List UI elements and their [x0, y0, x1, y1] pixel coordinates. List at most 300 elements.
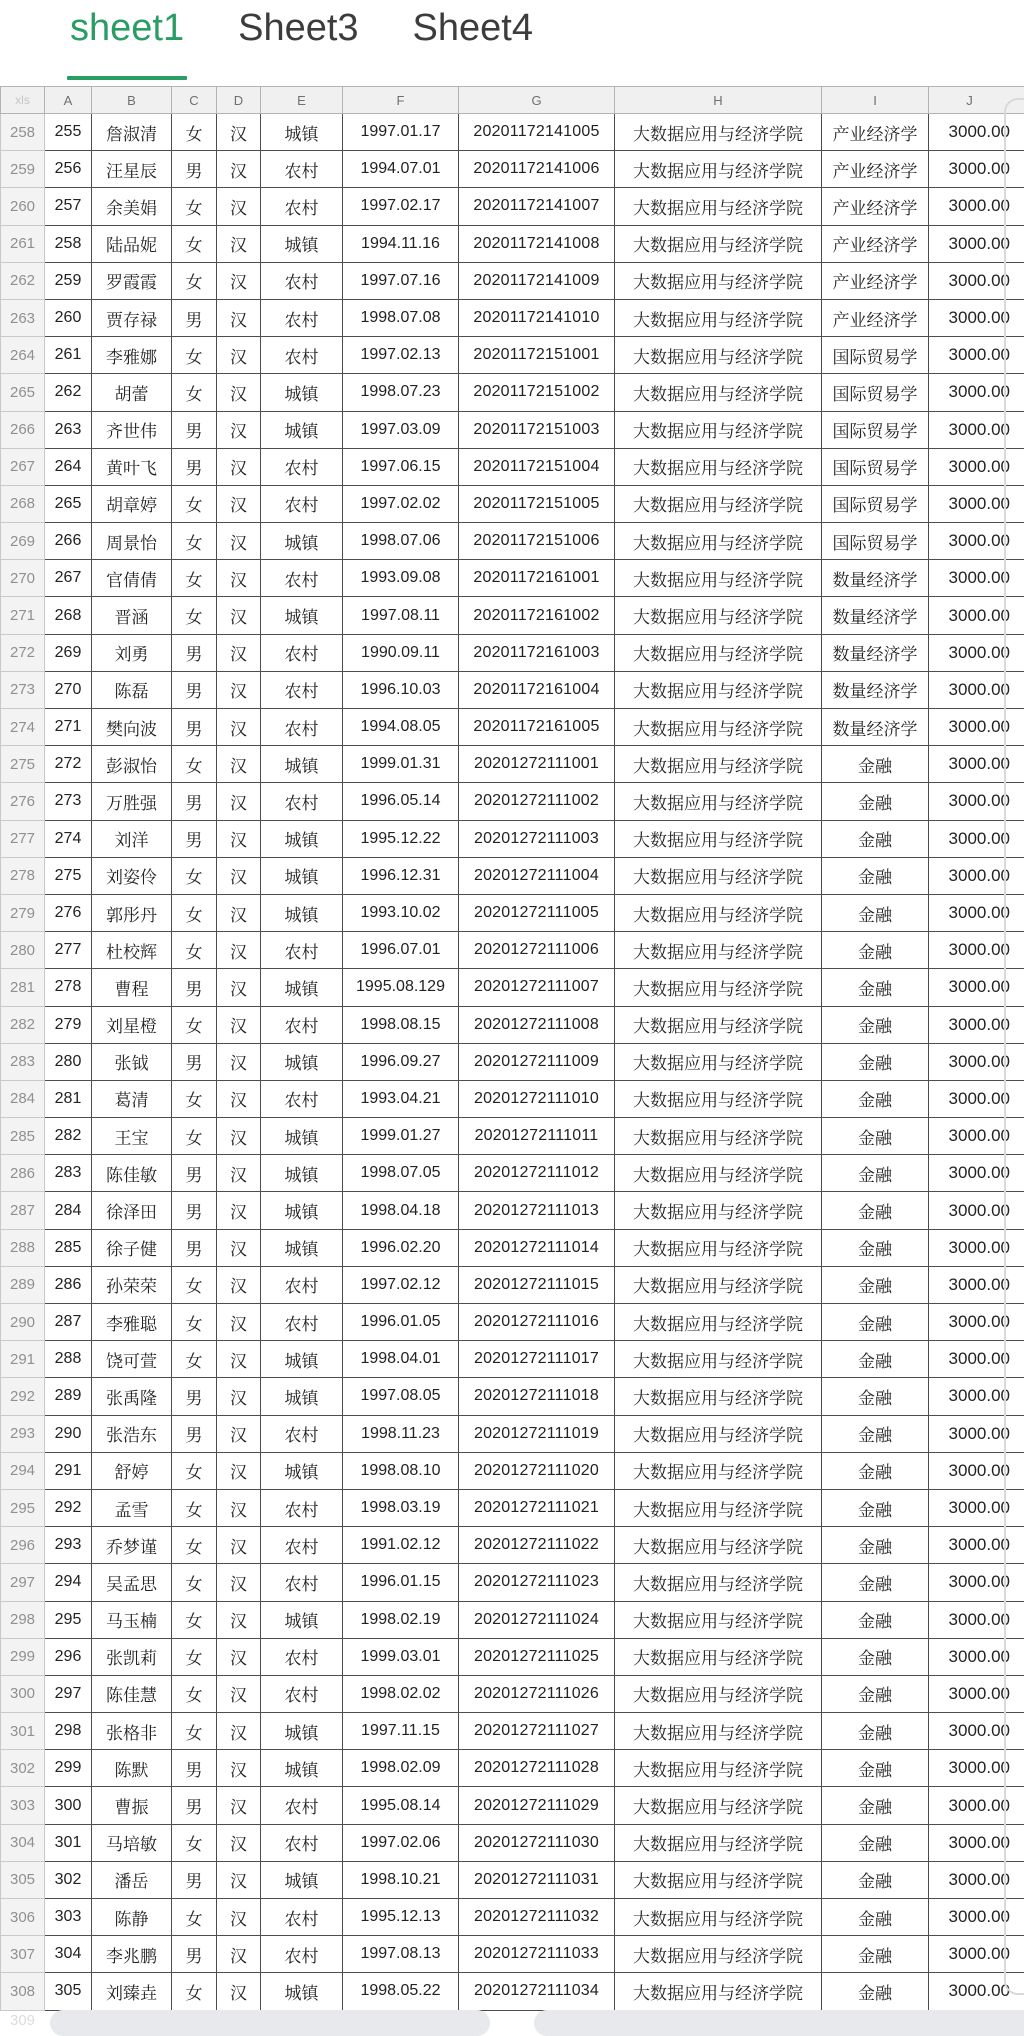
row-header[interactable]: 259 [1, 151, 45, 188]
cell-c303[interactable]: 男 [172, 1787, 217, 1824]
row-header[interactable]: 301 [1, 1713, 45, 1750]
cell-f278[interactable]: 1996.12.31 [343, 857, 459, 894]
cell-f263[interactable]: 1998.07.08 [343, 299, 459, 336]
cell-j292[interactable]: 3000.00 [929, 1378, 1024, 1415]
cell-i283[interactable]: 金融 [822, 1043, 929, 1080]
cell-f302[interactable]: 1998.02.09 [343, 1750, 459, 1787]
cell-j280[interactable]: 3000.00 [929, 932, 1024, 969]
cell-i270[interactable]: 数量经济学 [822, 560, 929, 597]
cell-e306[interactable]: 农村 [261, 1899, 343, 1936]
cell-h279[interactable]: 大数据应用与经济学院 [615, 894, 822, 931]
cell-a292[interactable]: 289 [45, 1378, 92, 1415]
cell-b272[interactable]: 刘勇 [92, 634, 172, 671]
row-header[interactable]: 287 [1, 1192, 45, 1229]
cell-d282[interactable]: 汉 [217, 1006, 261, 1043]
cell-d280[interactable]: 汉 [217, 932, 261, 969]
cell-d294[interactable]: 汉 [217, 1452, 261, 1489]
cell-a264[interactable]: 261 [45, 337, 92, 374]
cell-b270[interactable]: 官倩倩 [92, 560, 172, 597]
cell-e287[interactable]: 城镇 [261, 1192, 343, 1229]
cell-d290[interactable]: 汉 [217, 1304, 261, 1341]
cell-i304[interactable]: 金融 [822, 1824, 929, 1861]
cell-g272[interactable]: 20201172161003 [459, 634, 615, 671]
cell-e280[interactable]: 农村 [261, 932, 343, 969]
cell-h300[interactable]: 大数据应用与经济学院 [615, 1675, 822, 1712]
cell-d308[interactable]: 汉 [217, 1973, 261, 2010]
cell-b262[interactable]: 罗霞霞 [92, 262, 172, 299]
cell-a295[interactable]: 292 [45, 1489, 92, 1526]
row-header[interactable]: 282 [1, 1006, 45, 1043]
cell-e294[interactable]: 城镇 [261, 1452, 343, 1489]
cell-d301[interactable]: 汉 [217, 1713, 261, 1750]
cell-f281[interactable]: 1995.08.129 [343, 969, 459, 1006]
cell-e282[interactable]: 农村 [261, 1006, 343, 1043]
cell-i294[interactable]: 金融 [822, 1452, 929, 1489]
row-header[interactable]: 299 [1, 1638, 45, 1675]
cell-g296[interactable]: 20201272111022 [459, 1527, 615, 1564]
cell-a259[interactable]: 256 [45, 151, 92, 188]
cell-b280[interactable]: 杜校辉 [92, 932, 172, 969]
cell-b286[interactable]: 陈佳敏 [92, 1155, 172, 1192]
cell-d304[interactable]: 汉 [217, 1824, 261, 1861]
row-header[interactable]: 283 [1, 1043, 45, 1080]
cell-f291[interactable]: 1998.04.01 [343, 1341, 459, 1378]
row-header[interactable]: 292 [1, 1378, 45, 1415]
cell-d272[interactable]: 汉 [217, 634, 261, 671]
cell-a303[interactable]: 300 [45, 1787, 92, 1824]
cell-h282[interactable]: 大数据应用与经济学院 [615, 1006, 822, 1043]
cell-d295[interactable]: 汉 [217, 1489, 261, 1526]
cell-i284[interactable]: 金融 [822, 1080, 929, 1117]
cell-d285[interactable]: 汉 [217, 1118, 261, 1155]
cell-a283[interactable]: 280 [45, 1043, 92, 1080]
cell-a269[interactable]: 266 [45, 523, 92, 560]
cell-h297[interactable]: 大数据应用与经济学院 [615, 1564, 822, 1601]
cell-d264[interactable]: 汉 [217, 337, 261, 374]
cell-i274[interactable]: 数量经济学 [822, 709, 929, 746]
row-header[interactable]: 293 [1, 1415, 45, 1452]
cell-j269[interactable]: 3000.00 [929, 523, 1024, 560]
cell-j305[interactable]: 3000.00 [929, 1861, 1024, 1898]
cell-h275[interactable]: 大数据应用与经济学院 [615, 746, 822, 783]
cell-f298[interactable]: 1998.02.19 [343, 1601, 459, 1638]
cell-f275[interactable]: 1999.01.31 [343, 746, 459, 783]
cell-f295[interactable]: 1998.03.19 [343, 1489, 459, 1526]
cell-e291[interactable]: 城镇 [261, 1341, 343, 1378]
cell-b291[interactable]: 饶可萱 [92, 1341, 172, 1378]
cell-c298[interactable]: 女 [172, 1601, 217, 1638]
cell-g300[interactable]: 20201272111026 [459, 1675, 615, 1712]
row-header[interactable]: 264 [1, 337, 45, 374]
corner-cell[interactable]: xls [1, 87, 45, 114]
cell-b296[interactable]: 乔梦谨 [92, 1527, 172, 1564]
row-header[interactable]: 285 [1, 1118, 45, 1155]
cell-d287[interactable]: 汉 [217, 1192, 261, 1229]
cell-j284[interactable]: 3000.00 [929, 1080, 1024, 1117]
cell-a261[interactable]: 258 [45, 225, 92, 262]
cell-g305[interactable]: 20201272111031 [459, 1861, 615, 1898]
cell-e292[interactable]: 城镇 [261, 1378, 343, 1415]
cell-f280[interactable]: 1996.07.01 [343, 932, 459, 969]
cell-d286[interactable]: 汉 [217, 1155, 261, 1192]
cell-c286[interactable]: 男 [172, 1155, 217, 1192]
cell-h292[interactable]: 大数据应用与经济学院 [615, 1378, 822, 1415]
cell-e307[interactable]: 农村 [261, 1936, 343, 1973]
row-header[interactable]: 304 [1, 1824, 45, 1861]
cell-e260[interactable]: 农村 [261, 188, 343, 225]
cell-c271[interactable]: 女 [172, 597, 217, 634]
cell-g280[interactable]: 20201272111006 [459, 932, 615, 969]
cell-c258[interactable]: 女 [172, 114, 217, 151]
cell-d260[interactable]: 汉 [217, 188, 261, 225]
cell-b302[interactable]: 陈默 [92, 1750, 172, 1787]
cell-f282[interactable]: 1998.08.15 [343, 1006, 459, 1043]
cell-g265[interactable]: 20201172151002 [459, 374, 615, 411]
cell-j259[interactable]: 3000.00 [929, 151, 1024, 188]
cell-e267[interactable]: 农村 [261, 448, 343, 485]
cell-j268[interactable]: 3000.00 [929, 485, 1024, 522]
cell-e288[interactable]: 城镇 [261, 1229, 343, 1266]
cell-d296[interactable]: 汉 [217, 1527, 261, 1564]
cell-d270[interactable]: 汉 [217, 560, 261, 597]
cell-d276[interactable]: 汉 [217, 783, 261, 820]
cell-i308[interactable]: 金融 [822, 1973, 929, 2010]
row-header[interactable]: 273 [1, 671, 45, 708]
cell-d277[interactable]: 汉 [217, 820, 261, 857]
cell-f284[interactable]: 1993.04.21 [343, 1080, 459, 1117]
cell-c297[interactable]: 女 [172, 1564, 217, 1601]
cell-f260[interactable]: 1997.02.17 [343, 188, 459, 225]
cell-f297[interactable]: 1996.01.15 [343, 1564, 459, 1601]
cell-a300[interactable]: 297 [45, 1675, 92, 1712]
cell-i303[interactable]: 金融 [822, 1787, 929, 1824]
cell-j258[interactable]: 3000.00 [929, 114, 1024, 151]
row-header[interactable]: 308 [1, 1973, 45, 2010]
cell-b287[interactable]: 徐泽田 [92, 1192, 172, 1229]
cell-c281[interactable]: 男 [172, 969, 217, 1006]
cell-c296[interactable]: 女 [172, 1527, 217, 1564]
column-header-c[interactable]: C [172, 87, 217, 114]
cell-f261[interactable]: 1994.11.16 [343, 225, 459, 262]
cell-h295[interactable]: 大数据应用与经济学院 [615, 1489, 822, 1526]
row-header[interactable]: 297 [1, 1564, 45, 1601]
cell-b283[interactable]: 张钺 [92, 1043, 172, 1080]
row-header[interactable]: 277 [1, 820, 45, 857]
row-header[interactable]: 267 [1, 448, 45, 485]
cell-e298[interactable]: 城镇 [261, 1601, 343, 1638]
cell-a275[interactable]: 272 [45, 746, 92, 783]
cell-a276[interactable]: 273 [45, 783, 92, 820]
cell-a277[interactable]: 274 [45, 820, 92, 857]
row-header[interactable]: 303 [1, 1787, 45, 1824]
row-header[interactable]: 305 [1, 1861, 45, 1898]
cell-g259[interactable]: 20201172141006 [459, 151, 615, 188]
cell-d291[interactable]: 汉 [217, 1341, 261, 1378]
cell-d300[interactable]: 汉 [217, 1675, 261, 1712]
cell-a307[interactable]: 304 [45, 1936, 92, 1973]
cell-a297[interactable]: 294 [45, 1564, 92, 1601]
cell-i258[interactable]: 产业经济学 [822, 114, 929, 151]
cell-b299[interactable]: 张凯莉 [92, 1638, 172, 1675]
cell-f299[interactable]: 1999.03.01 [343, 1638, 459, 1675]
cell-i287[interactable]: 金融 [822, 1192, 929, 1229]
cell-h303[interactable]: 大数据应用与经济学院 [615, 1787, 822, 1824]
cell-i307[interactable]: 金融 [822, 1936, 929, 1973]
cell-e304[interactable]: 农村 [261, 1824, 343, 1861]
cell-j293[interactable]: 3000.00 [929, 1415, 1024, 1452]
cell-a293[interactable]: 290 [45, 1415, 92, 1452]
cell-j294[interactable]: 3000.00 [929, 1452, 1024, 1489]
cell-d281[interactable]: 汉 [217, 969, 261, 1006]
cell-j303[interactable]: 3000.00 [929, 1787, 1024, 1824]
cell-j277[interactable]: 3000.00 [929, 820, 1024, 857]
tab-sheet1[interactable]: sheet1 [70, 0, 184, 80]
cell-i277[interactable]: 金融 [822, 820, 929, 857]
cell-i286[interactable]: 金融 [822, 1155, 929, 1192]
cell-g291[interactable]: 20201272111017 [459, 1341, 615, 1378]
cell-b284[interactable]: 葛清 [92, 1080, 172, 1117]
cell-i305[interactable]: 金融 [822, 1861, 929, 1898]
cell-f267[interactable]: 1997.06.15 [343, 448, 459, 485]
cell-e290[interactable]: 农村 [261, 1304, 343, 1341]
cell-a282[interactable]: 279 [45, 1006, 92, 1043]
tab-sheet4[interactable]: Sheet4 [413, 0, 533, 80]
column-header-g[interactable]: G [459, 87, 615, 114]
cell-i261[interactable]: 产业经济学 [822, 225, 929, 262]
cell-d289[interactable]: 汉 [217, 1266, 261, 1303]
cell-b267[interactable]: 黄叶飞 [92, 448, 172, 485]
cell-b260[interactable]: 余美娟 [92, 188, 172, 225]
cell-c262[interactable]: 女 [172, 262, 217, 299]
cell-c278[interactable]: 女 [172, 857, 217, 894]
cell-j276[interactable]: 3000.00 [929, 783, 1024, 820]
cell-a258[interactable]: 255 [45, 114, 92, 151]
cell-f273[interactable]: 1996.10.03 [343, 671, 459, 708]
cell-c268[interactable]: 女 [172, 485, 217, 522]
cell-e286[interactable]: 城镇 [261, 1155, 343, 1192]
cell-f296[interactable]: 1991.02.12 [343, 1527, 459, 1564]
cell-f308[interactable]: 1998.05.22 [343, 1973, 459, 2010]
cell-b292[interactable]: 张禹隆 [92, 1378, 172, 1415]
cell-i269[interactable]: 国际贸易学 [822, 523, 929, 560]
cell-e270[interactable]: 农村 [261, 560, 343, 597]
cell-j272[interactable]: 3000.00 [929, 634, 1024, 671]
cell-i301[interactable]: 金融 [822, 1713, 929, 1750]
cell-a281[interactable]: 278 [45, 969, 92, 1006]
cell-h258[interactable]: 大数据应用与经济学院 [615, 114, 822, 151]
cell-a266[interactable]: 263 [45, 411, 92, 448]
cell-g287[interactable]: 20201272111013 [459, 1192, 615, 1229]
cell-i268[interactable]: 国际贸易学 [822, 485, 929, 522]
cell-a305[interactable]: 302 [45, 1861, 92, 1898]
cell-g268[interactable]: 20201172151005 [459, 485, 615, 522]
cell-b301[interactable]: 张格非 [92, 1713, 172, 1750]
cell-c259[interactable]: 男 [172, 151, 217, 188]
row-header[interactable]: 280 [1, 932, 45, 969]
row-header[interactable]: 262 [1, 262, 45, 299]
cell-i260[interactable]: 产业经济学 [822, 188, 929, 225]
cell-a304[interactable]: 301 [45, 1824, 92, 1861]
cell-e301[interactable]: 城镇 [261, 1713, 343, 1750]
cell-c276[interactable]: 男 [172, 783, 217, 820]
cell-d269[interactable]: 汉 [217, 523, 261, 560]
cell-f259[interactable]: 1994.07.01 [343, 151, 459, 188]
cell-h263[interactable]: 大数据应用与经济学院 [615, 299, 822, 336]
cell-c294[interactable]: 女 [172, 1452, 217, 1489]
cell-f290[interactable]: 1996.01.05 [343, 1304, 459, 1341]
cell-e295[interactable]: 农村 [261, 1489, 343, 1526]
cell-g297[interactable]: 20201272111023 [459, 1564, 615, 1601]
cell-a296[interactable]: 293 [45, 1527, 92, 1564]
cell-c292[interactable]: 男 [172, 1378, 217, 1415]
row-header[interactable]: 271 [1, 597, 45, 634]
cell-h268[interactable]: 大数据应用与经济学院 [615, 485, 822, 522]
cell-f264[interactable]: 1997.02.13 [343, 337, 459, 374]
cell-g270[interactable]: 20201172161001 [459, 560, 615, 597]
cell-b295[interactable]: 孟雪 [92, 1489, 172, 1526]
cell-g278[interactable]: 20201272111004 [459, 857, 615, 894]
cell-d292[interactable]: 汉 [217, 1378, 261, 1415]
cell-c269[interactable]: 女 [172, 523, 217, 560]
cell-g298[interactable]: 20201272111024 [459, 1601, 615, 1638]
cell-e277[interactable]: 城镇 [261, 820, 343, 857]
cell-d307[interactable]: 汉 [217, 1936, 261, 1973]
cell-g286[interactable]: 20201272111012 [459, 1155, 615, 1192]
cell-e289[interactable]: 农村 [261, 1266, 343, 1303]
cell-e268[interactable]: 农村 [261, 485, 343, 522]
cell-g294[interactable]: 20201272111020 [459, 1452, 615, 1489]
cell-f272[interactable]: 1990.09.11 [343, 634, 459, 671]
tab-sheet3[interactable]: Sheet3 [238, 0, 358, 80]
cell-j281[interactable]: 3000.00 [929, 969, 1024, 1006]
cell-j308[interactable]: 3000.00 [929, 1973, 1024, 2010]
cell-i291[interactable]: 金融 [822, 1341, 929, 1378]
cell-f258[interactable]: 1997.01.17 [343, 114, 459, 151]
cell-b306[interactable]: 陈静 [92, 1899, 172, 1936]
cell-e263[interactable]: 农村 [261, 299, 343, 336]
row-header[interactable]: 258 [1, 114, 45, 151]
cell-g275[interactable]: 20201272111001 [459, 746, 615, 783]
cell-g261[interactable]: 20201172141008 [459, 225, 615, 262]
cell-d268[interactable]: 汉 [217, 485, 261, 522]
cell-c284[interactable]: 女 [172, 1080, 217, 1117]
cell-f304[interactable]: 1997.02.06 [343, 1824, 459, 1861]
cell-g307[interactable]: 20201272111033 [459, 1936, 615, 1973]
row-header[interactable]: 266 [1, 411, 45, 448]
cell-j307[interactable]: 3000.00 [929, 1936, 1024, 1973]
cell-g292[interactable]: 20201272111018 [459, 1378, 615, 1415]
cell-g289[interactable]: 20201272111015 [459, 1266, 615, 1303]
cell-j304[interactable]: 3000.00 [929, 1824, 1024, 1861]
cell-e262[interactable]: 农村 [261, 262, 343, 299]
cell-d262[interactable]: 汉 [217, 262, 261, 299]
cell-b263[interactable]: 贾存禄 [92, 299, 172, 336]
cell-a280[interactable]: 277 [45, 932, 92, 969]
cell-f286[interactable]: 1998.07.05 [343, 1155, 459, 1192]
row-header[interactable]: 281 [1, 969, 45, 1006]
scrollbar-track[interactable] [1004, 98, 1024, 1995]
cell-h293[interactable]: 大数据应用与经济学院 [615, 1415, 822, 1452]
cell-j286[interactable]: 3000.00 [929, 1155, 1024, 1192]
cell-j302[interactable]: 3000.00 [929, 1750, 1024, 1787]
cell-c264[interactable]: 女 [172, 337, 217, 374]
row-header[interactable]: 291 [1, 1341, 45, 1378]
cell-g295[interactable]: 20201272111021 [459, 1489, 615, 1526]
cell-j299[interactable]: 3000.00 [929, 1638, 1024, 1675]
cell-f266[interactable]: 1997.03.09 [343, 411, 459, 448]
cell-h298[interactable]: 大数据应用与经济学院 [615, 1601, 822, 1638]
cell-e269[interactable]: 城镇 [261, 523, 343, 560]
cell-e264[interactable]: 农村 [261, 337, 343, 374]
cell-e300[interactable]: 农村 [261, 1675, 343, 1712]
cell-h308[interactable]: 大数据应用与经济学院 [615, 1973, 822, 2010]
cell-a288[interactable]: 285 [45, 1229, 92, 1266]
cell-f283[interactable]: 1996.09.27 [343, 1043, 459, 1080]
cell-g302[interactable]: 20201272111028 [459, 1750, 615, 1787]
cell-f262[interactable]: 1997.07.16 [343, 262, 459, 299]
cell-j279[interactable]: 3000.00 [929, 894, 1024, 931]
cell-a267[interactable]: 264 [45, 448, 92, 485]
cell-e266[interactable]: 城镇 [261, 411, 343, 448]
cell-j267[interactable]: 3000.00 [929, 448, 1024, 485]
cell-d302[interactable]: 汉 [217, 1750, 261, 1787]
cell-b269[interactable]: 周景怡 [92, 523, 172, 560]
cell-c267[interactable]: 男 [172, 448, 217, 485]
cell-j271[interactable]: 3000.00 [929, 597, 1024, 634]
cell-j300[interactable]: 3000.00 [929, 1675, 1024, 1712]
cell-e281[interactable]: 城镇 [261, 969, 343, 1006]
row-header[interactable]: 260 [1, 188, 45, 225]
cell-g283[interactable]: 20201272111009 [459, 1043, 615, 1080]
cell-e302[interactable]: 城镇 [261, 1750, 343, 1787]
cell-d298[interactable]: 汉 [217, 1601, 261, 1638]
cell-g279[interactable]: 20201272111005 [459, 894, 615, 931]
cell-f293[interactable]: 1998.11.23 [343, 1415, 459, 1452]
cell-h284[interactable]: 大数据应用与经济学院 [615, 1080, 822, 1117]
cell-h307[interactable]: 大数据应用与经济学院 [615, 1936, 822, 1973]
cell-g306[interactable]: 20201272111032 [459, 1899, 615, 1936]
cell-a271[interactable]: 268 [45, 597, 92, 634]
cell-h289[interactable]: 大数据应用与经济学院 [615, 1266, 822, 1303]
cell-j301[interactable]: 3000.00 [929, 1713, 1024, 1750]
cell-i263[interactable]: 产业经济学 [822, 299, 929, 336]
cell-a286[interactable]: 283 [45, 1155, 92, 1192]
cell-a272[interactable]: 269 [45, 634, 92, 671]
cell-e275[interactable]: 城镇 [261, 746, 343, 783]
cell-h265[interactable]: 大数据应用与经济学院 [615, 374, 822, 411]
cell-b289[interactable]: 孙荣荣 [92, 1266, 172, 1303]
cell-d258[interactable]: 汉 [217, 114, 261, 151]
cell-c304[interactable]: 女 [172, 1824, 217, 1861]
cell-j274[interactable]: 3000.00 [929, 709, 1024, 746]
column-header-e[interactable]: E [261, 87, 343, 114]
cell-b273[interactable]: 陈磊 [92, 671, 172, 708]
cell-b298[interactable]: 马玉楠 [92, 1601, 172, 1638]
cell-d288[interactable]: 汉 [217, 1229, 261, 1266]
cell-f276[interactable]: 1996.05.14 [343, 783, 459, 820]
cell-b308[interactable]: 刘臻垚 [92, 1973, 172, 2010]
cell-d297[interactable]: 汉 [217, 1564, 261, 1601]
row-header[interactable]: 302 [1, 1750, 45, 1787]
cell-f271[interactable]: 1997.08.11 [343, 597, 459, 634]
row-header[interactable]: 300 [1, 1675, 45, 1712]
cell-e272[interactable]: 农村 [261, 634, 343, 671]
cell-f274[interactable]: 1994.08.05 [343, 709, 459, 746]
cell-i271[interactable]: 数量经济学 [822, 597, 929, 634]
cell-j264[interactable]: 3000.00 [929, 337, 1024, 374]
row-header[interactable]: 261 [1, 225, 45, 262]
cell-f306[interactable]: 1995.12.13 [343, 1899, 459, 1936]
